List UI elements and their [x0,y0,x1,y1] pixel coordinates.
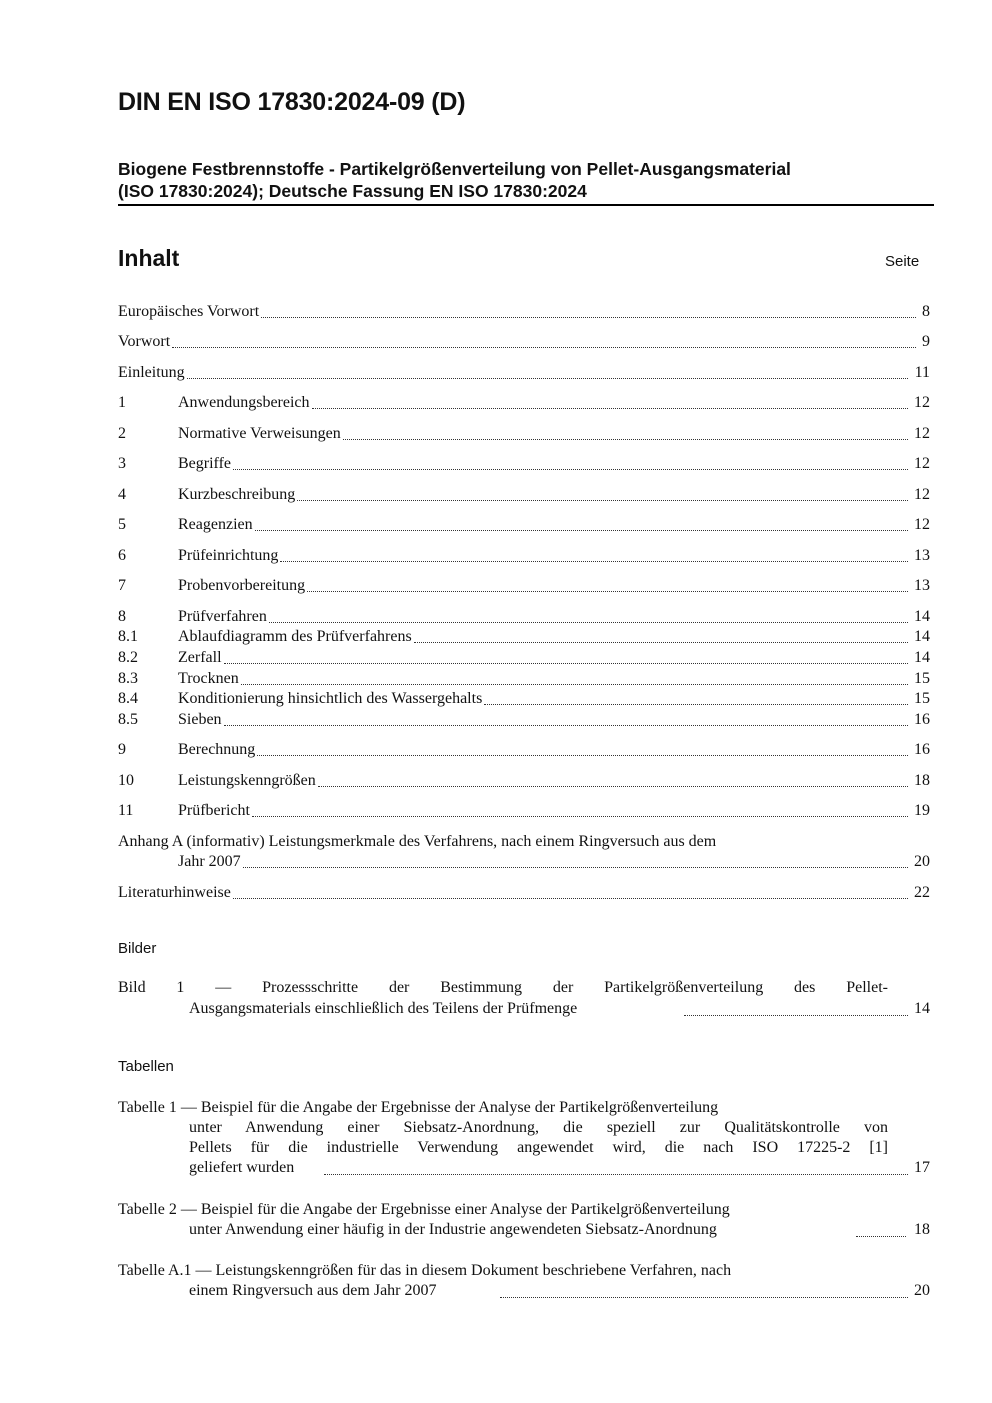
toc-entry-label: Zerfall [178,649,222,666]
table-entry-line-1: Tabelle A.1 — Leistungskenngrößen für das in diesem Dokument beschriebene Verfahren, nach [118,1262,732,1279]
toc-entry-number: 9 [118,741,126,758]
toc-entry-number: 2 [118,425,126,442]
table-entry-page: 18 [912,1220,930,1241]
table-entry-line-1: Tabelle 1 — Beispiel für die Angabe der Ergebnisse der Analyse der Partikelgrößenverteilung [118,1099,719,1116]
toc-entry[interactable] [118,515,930,535]
leader-dots [307,591,908,592]
toc-entry-label: Europäisches Vorwort [118,303,260,320]
toc-entry-label: Probenvorbereitung [178,577,306,594]
toc-entry-label: Berechnung [178,741,256,758]
leader-dots [318,786,908,787]
leader-dots [312,408,908,409]
toc-entry-annex-line1[interactable] [118,832,930,852]
leader-dots [172,347,916,348]
toc-entry-number: 5 [118,516,126,533]
toc-entry-annex-line2[interactable] [118,852,930,872]
toc-entry-page: 13 [914,577,930,594]
table-entry[interactable] [118,1200,930,1244]
leader-dots [257,755,908,756]
leader-dots [324,1158,908,1175]
toc-entry-page: 12 [914,425,930,442]
toc-entry[interactable] [118,669,930,689]
toc-entry-number: 11 [118,802,134,819]
table-entry[interactable] [118,1261,930,1305]
toc-entry-label: Prüfbericht [178,802,250,819]
toc-entry-page: 16 [914,711,930,728]
toc-entry[interactable] [118,607,930,627]
toc-entry-label: Vorwort [118,333,171,350]
table-entry-line-3: Pellets für die industrielle Verwendung angewendet wird, die nach ISO 17225-2 [1] [189,1139,888,1156]
figure-entry-page: 14 [912,999,930,1020]
toc-entry-page: 12 [914,486,930,503]
leader-dots [187,378,908,379]
toc-entry-label: Einleitung [118,364,185,381]
leader-dots [684,999,908,1016]
toc-entry[interactable] [118,771,930,791]
table-entry-line-2: einem Ringversuch aus dem Jahr 2007 [189,1282,437,1299]
toc-entry[interactable] [118,648,930,668]
figures-heading: Bilder [118,940,157,957]
toc-annex-label-continued: Jahr 2007 [178,853,241,870]
toc-entry-page: 18 [914,772,930,789]
leader-dots [241,684,908,685]
table-entry[interactable] [118,1098,930,1182]
table-entry-line-2: unter Anwendung einer Siebsatz-Anordnung, die speziell zur Qualitätskontrolle von [189,1119,888,1136]
toc-page-label: Seite [885,253,920,270]
toc-entry-page: 9 [922,333,930,350]
toc-entry[interactable] [118,363,930,383]
leader-dots [261,317,916,318]
toc-entry-number: 10 [118,772,134,789]
toc-entry-label: Literaturhinweise [118,884,231,901]
leader-dots [343,439,908,440]
toc-entry-number: 8.3 [118,670,138,687]
toc-entry-page: 14 [914,628,930,645]
toc-entry[interactable] [118,627,930,647]
toc-entry[interactable] [118,546,930,566]
toc-entry-page: 14 [914,608,930,625]
toc-entry-label: Konditionierung hinsichtlich des Wassergehalts [178,690,483,707]
toc-entry-label: Ablaufdiagramm des Prüfverfahrens [178,628,412,645]
toc-entry[interactable] [118,576,930,596]
toc-entry-label: Begriffe [178,455,232,472]
table-entry-line-4: geliefert wurden [189,1159,295,1176]
toc-entry[interactable] [118,710,930,730]
toc-entry[interactable] [118,689,930,709]
toc-entry-label: Sieben [178,711,222,728]
toc-entry-number: 6 [118,547,126,564]
leader-dots [280,561,908,562]
toc-entry[interactable] [118,801,930,821]
toc-entry-page: 15 [914,690,930,707]
subtitle-line-2: (ISO 17830:2024); Deutsche Fassung EN ISO 17830:2024 [118,181,587,201]
leader-dots [414,642,908,643]
toc-entry[interactable] [118,424,930,444]
toc-heading: Inhalt [118,245,180,271]
figure-entry-line-1: Bild 1 — Prozessschritte der Bestimmung der Partikelgrößenverteilung des Pellet- [118,979,888,996]
toc-entry[interactable] [118,302,930,322]
toc-entry[interactable] [118,883,930,903]
toc-entry[interactable] [118,454,930,474]
toc-entry-page: 20 [914,853,930,870]
figure-entry[interactable] [118,978,930,1022]
leader-dots [224,663,908,664]
document-subtitle [118,158,933,202]
table-entry-line-1: Tabelle 2 — Beispiel für die Angabe der Ergebnisse einer Analyse der Partikelgrößenverteilung [118,1201,730,1218]
leader-dots [255,530,908,531]
toc-entry-number: 8.2 [118,649,138,666]
leader-dots [269,622,908,623]
leader-dots [233,469,908,470]
toc-entry[interactable] [118,393,930,413]
table-entry-page: 17 [912,1158,930,1179]
toc-entry-label: Kurzbeschreibung [178,486,296,503]
toc-entry-page: 12 [914,516,930,533]
toc-entry-label: Normative Verweisungen [178,425,341,442]
leader-dots [233,898,908,899]
table-entry-page: 20 [912,1281,930,1302]
toc-entry-number: 1 [118,394,126,411]
toc-entry-page: 12 [914,455,930,472]
toc-entry-page: 12 [914,394,930,411]
table-entry-line-2: unter Anwendung einer häufig in der Industrie angewendeten Siebsatz-Anordnung [189,1221,717,1238]
leader-dots [856,1220,906,1237]
toc-entry-page: 8 [922,303,930,320]
toc-entry-number: 4 [118,486,126,503]
subtitle-line-1: Biogene Festbrennstoffe - Partikelgrößenverteilung von Pellet-Ausgangsmaterial [118,159,791,179]
toc-entry-label: Leistungskenngrößen [178,772,316,789]
toc-entry-number: 8.5 [118,711,138,728]
toc-entry-label: Trocknen [178,670,239,687]
figure-entry-line-2: Ausgangsmaterials einschließlich des Teilens der Prüfmenge [189,1000,578,1017]
leader-dots [252,816,908,817]
toc-entry-label: Anwendungsbereich [178,394,310,411]
leader-dots [484,704,908,705]
leader-dots [224,725,908,726]
toc-entry-number: 8 [118,608,126,625]
toc-annex-label: Anhang A (informativ) Leistungsmerkmale des Verfahrens, nach einem Ringversuch aus dem [118,833,717,850]
tables-heading: Tabellen [118,1058,174,1075]
toc-entry-page: 15 [914,670,930,687]
toc-entry-page: 22 [914,884,930,901]
toc-entry-page: 19 [914,802,930,819]
toc-entry-page: 13 [914,547,930,564]
toc-entry-number: 3 [118,455,126,472]
document-title: DIN EN ISO 17830:2024-09 (D) [118,88,466,116]
leader-dots [243,867,908,868]
toc-entry-label: Reagenzien [178,516,253,533]
toc-entry-page: 16 [914,741,930,758]
toc-entry-label: Prüfeinrichtung [178,547,279,564]
title-divider [118,204,934,206]
leader-dots [297,500,908,501]
toc-entry-page: 11 [914,364,930,381]
toc-entry[interactable] [118,332,930,352]
leader-dots [500,1281,908,1298]
toc-entry-page: 14 [914,649,930,666]
toc-entry-label: Prüfverfahren [178,608,267,625]
toc-entry-number: 8.1 [118,628,138,645]
toc-entry[interactable] [118,740,930,760]
toc-entry-number: 7 [118,577,126,594]
toc-entry-number: 8.4 [118,690,138,707]
toc-entry[interactable] [118,485,930,505]
